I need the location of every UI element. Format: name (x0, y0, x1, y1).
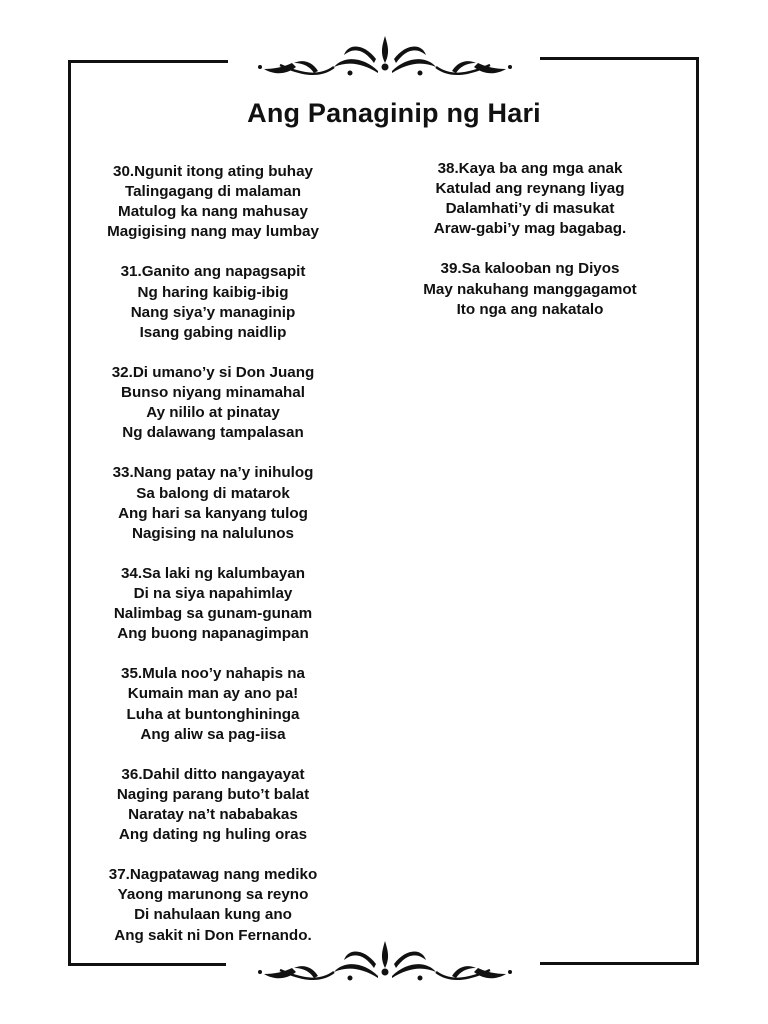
poem-line: 35.Mula noo’y nahapis na (121, 665, 305, 683)
frame-right (696, 57, 699, 965)
page-title: Ang Panaginip ng Hari (247, 98, 541, 128)
poem-line: Ang buong napanagimpan (117, 625, 309, 643)
poem-line: Kumain man ay ano pa! (127, 685, 299, 703)
poem-column-right (380, 159, 680, 340)
stanza (82, 463, 344, 543)
frame-left (68, 60, 71, 966)
poem-line: Matulog ka nang mahusay (118, 203, 308, 221)
poem-line: Luha at buntonghininga (126, 705, 300, 723)
poem-line: Nalimbag sa gunam-gunam (113, 605, 313, 623)
poem-line: 30.Ngunit itong ating buhay (113, 163, 313, 180)
stanza (82, 664, 344, 744)
frame-top-right (540, 57, 699, 60)
poem-line: Yaong marunong sa reyno (117, 886, 309, 904)
stanza (82, 564, 344, 644)
poem-line: 36.Dahil ditto nangayayat (121, 765, 305, 783)
poem-line: Ng dalawang tampalasan (122, 424, 304, 442)
poem-line: Naging parang buto’t balat (116, 785, 310, 803)
stanza (82, 865, 344, 945)
poem-line: Bunso niyang minamahal (121, 384, 305, 402)
poem-line: Ang dating ng huling oras (118, 826, 308, 844)
frame-bottom-right (540, 962, 699, 965)
poem-line: 31.Ganito ang napagsapit (120, 263, 306, 281)
poem-line: Araw-gabi’y mag bagabag. (433, 220, 627, 238)
stanza (82, 363, 344, 443)
poem-line: Di nahulaan kung ano (134, 906, 292, 924)
poem-line: Ang sakit ni Don Fernando. (114, 926, 312, 944)
poem-line: Isang gabing naidlip (139, 323, 287, 341)
poem-line: Nang siya’y managinip (130, 303, 296, 321)
stanza (380, 259, 680, 319)
poem-column-left (82, 162, 344, 966)
poem-line: Nagising na nalulunos (131, 524, 294, 542)
poem-line: Talingagang di malaman (124, 183, 302, 201)
poem-line: Sa balong di matarok (136, 484, 290, 502)
stanza (82, 765, 344, 845)
poem-line: 33.Nang patay na’y inihulog (112, 464, 314, 482)
poem-line: Ang aliw sa pag-iisa (140, 725, 286, 743)
poem-line: Ang hari sa kanyang tulog (118, 504, 308, 522)
poem-line: Ay nililo at pinatay (146, 404, 280, 422)
poem-line: 39.Sa kalooban ng Diyos (440, 260, 620, 278)
poem-line: 32.Di umano’y si Don Juang (111, 363, 315, 381)
poem-line: Magigising nang may lumbay (107, 223, 319, 241)
stanza (82, 262, 344, 342)
frame-top-left (68, 60, 228, 63)
poem-line: Katulad ang reynang liyag (435, 180, 625, 198)
poem-line: May nakuhang manggagamot (423, 280, 637, 298)
poem-line: Naratay na’t nababakas (128, 806, 298, 823)
top-flourish-icon (252, 33, 518, 83)
poem-line: Dalamhati’y di masukat (445, 200, 615, 218)
poem-line: 38.Kaya ba ang mga anak (437, 160, 623, 177)
stanza (82, 162, 344, 242)
poem-line: Ng haring kaibig-ibig (137, 283, 289, 301)
stanza (380, 159, 680, 239)
poem-line: 34.Sa laki ng kalumbayan (120, 564, 306, 582)
poem-line: 37.Nagpatawag nang mediko (108, 866, 318, 884)
poem-line: Di na siya napahimlay (133, 584, 293, 602)
poem-line: Ito nga ang nakatalo (456, 300, 604, 318)
